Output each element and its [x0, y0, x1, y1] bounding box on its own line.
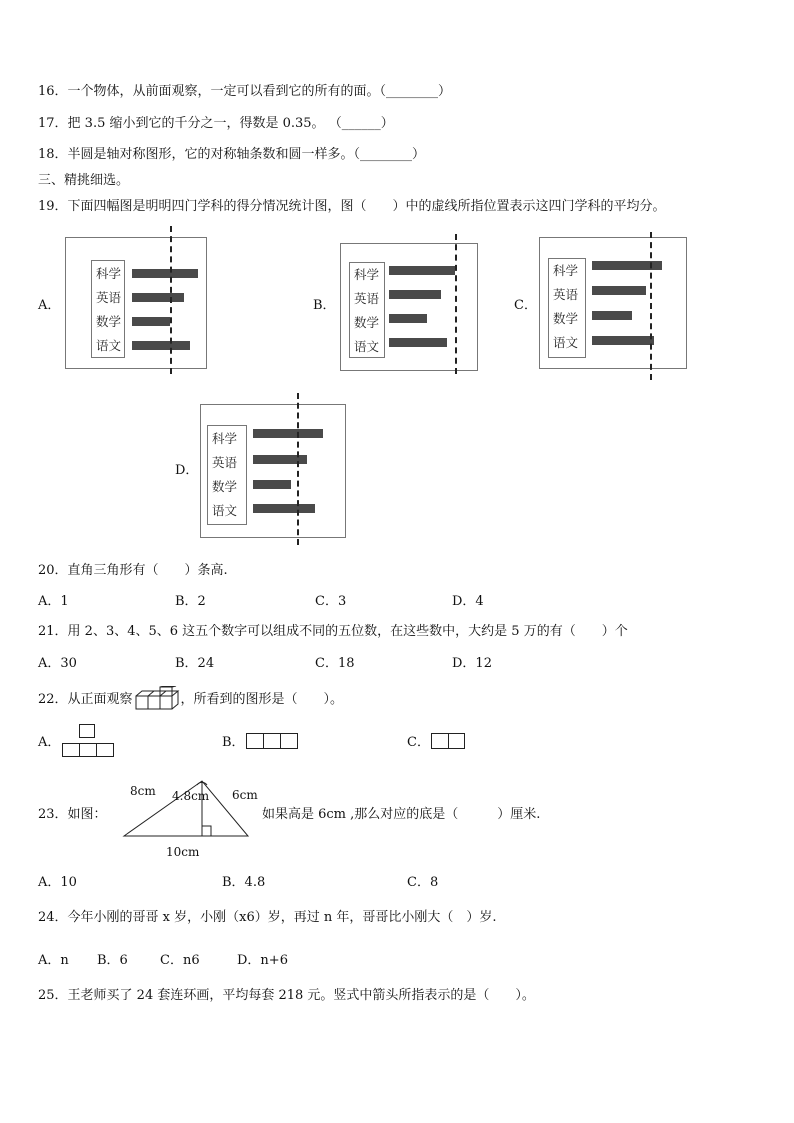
q20-option-a: A．1 [38, 594, 69, 609]
bar-science [132, 269, 198, 278]
q23-option-b: B．4.8 [222, 875, 266, 890]
question-23-text: 如果高是 6cm ,那么对应的底是（ ）厘米. [262, 807, 541, 822]
bar-english [592, 286, 646, 295]
base-label: 10cm [166, 845, 200, 859]
option-c-shape [431, 733, 465, 749]
subject-science: 科学 [96, 266, 122, 281]
average-dashed-line [170, 226, 172, 374]
figure-a [65, 237, 207, 369]
subject-math: 数学 [96, 314, 122, 329]
subject-chinese: 语文 [212, 503, 238, 518]
question-24: 24．今年小刚的哥哥 x 岁，小刚（x6）岁，再过 n 年，哥哥比小刚大（ ）岁. [38, 910, 497, 925]
bar-chinese [253, 504, 315, 513]
bar-science [389, 266, 455, 275]
subject-chinese: 语文 [96, 338, 122, 353]
q21-option-d: D．12 [452, 656, 492, 671]
bar-chinese [592, 336, 654, 345]
q24-option-d: D．n+6 [237, 953, 288, 968]
option-d-label: D． [175, 463, 199, 478]
subject-label-box [207, 425, 247, 525]
figure-b [340, 243, 478, 371]
bar-math [253, 480, 291, 489]
question-22 [38, 692, 343, 708]
option-c-label: C． [514, 298, 537, 313]
subject-english: 英语 [96, 290, 122, 305]
q23-option-c: C．8 [407, 875, 439, 890]
subject-english: 英语 [553, 287, 579, 302]
subject-english: 英语 [354, 291, 380, 306]
subject-label-box [91, 260, 125, 358]
q20-option-b: B．2 [175, 594, 206, 609]
bar-english [132, 293, 184, 302]
question-17: 17．把 3.5 缩小到它的千分之一，得数是 0.35。 （______） [38, 116, 394, 131]
bar-math [389, 314, 427, 323]
q20-option-d: D．4 [452, 594, 484, 609]
subject-english: 英语 [212, 455, 238, 470]
q22-option-a: A． [38, 735, 61, 750]
subject-math: 数学 [553, 311, 579, 326]
figure-d [200, 404, 346, 538]
subject-label-box [548, 258, 586, 358]
bar-chinese [389, 338, 447, 347]
figure-c [539, 237, 687, 369]
q21-option-b: B．24 [175, 656, 215, 671]
bar-math [592, 311, 632, 320]
question-21: 21．用 2、3、4、5、6 这五个数字可以组成不同的五位数，在这些数中，大约是 5 万的有（ ）个 [38, 624, 628, 639]
option-b-shape [246, 733, 298, 749]
average-dashed-line [650, 232, 652, 380]
q22-option-c: C． [407, 735, 430, 750]
subject-science: 科学 [553, 263, 579, 278]
question-19: 19．下面四幅图是明明四门学科的得分情况统计图，图（ ）中的虚线所指位置表示这四门学科的平均分。 [38, 199, 666, 214]
q24-option-c: C．n6 [160, 953, 200, 968]
q24-option-b: B．6 [97, 953, 128, 968]
subject-math: 数学 [212, 479, 238, 494]
subject-chinese: 语文 [354, 339, 380, 354]
section-heading: 三、精挑细选。 [38, 173, 130, 188]
option-a-label: A． [38, 298, 61, 313]
bar-science [253, 429, 323, 438]
q21-option-c: C．18 [315, 656, 355, 671]
option-a-shape [62, 724, 114, 760]
height-label: 4.8cm [172, 789, 210, 803]
bar-math [132, 317, 170, 326]
q23-option-a: A．10 [38, 875, 77, 890]
subject-science: 科学 [212, 431, 238, 446]
average-dashed-line [297, 393, 299, 545]
question-23-prefix: 23．如图： [38, 807, 107, 822]
side-left-label: 8cm [130, 784, 156, 798]
side-right-label: 6cm [232, 788, 258, 802]
bar-chinese [132, 341, 190, 350]
average-dashed-line [455, 234, 457, 374]
q21-option-a: A．30 [38, 656, 77, 671]
question-25: 25．王老师买了 24 套连环画，平均每套 218 元。竖式中箭头所指表示的是（ ）。 [38, 988, 535, 1003]
q24-option-a: A．n [38, 953, 69, 968]
subject-label-box [349, 262, 385, 358]
cube-solid-icon [135, 686, 185, 712]
question-18: 18．半圆是轴对称图形，它的对称轴条数和圆一样多。（________） [38, 147, 426, 162]
subject-science: 科学 [354, 267, 380, 282]
question-16: 16．一个物体，从前面观察，一定可以看到它的所有的面。（________） [38, 84, 452, 99]
q20-option-c: C．3 [315, 594, 347, 609]
question-22-text-after: ，所看到的图形是（ ）。 [180, 692, 344, 707]
option-b-label: B． [313, 298, 336, 313]
q22-option-b: B． [222, 735, 245, 750]
bar-english [389, 290, 441, 299]
subject-math: 数学 [354, 315, 380, 330]
question-22-text-before: 22．从正面观察 [38, 692, 133, 707]
question-20: 20．直角三角形有（ ）条高. [38, 563, 228, 578]
subject-chinese: 语文 [553, 335, 579, 350]
